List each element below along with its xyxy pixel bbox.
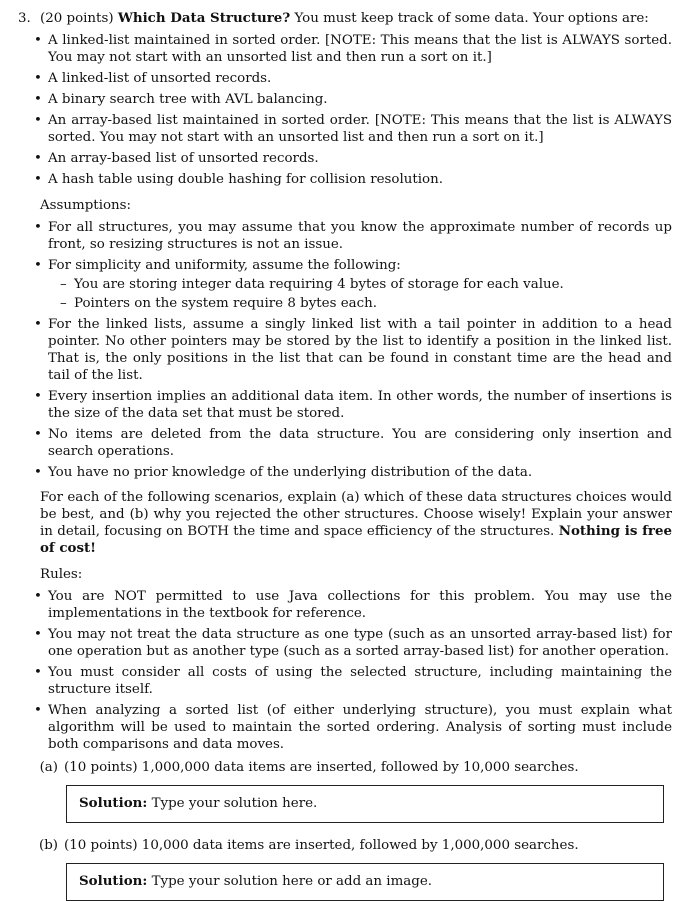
- rule-item: • You are NOT permitted to use Java collections for this problem. You may use the implementations in the textbook for reference.: [48, 588, 672, 622]
- part-b-label: (b): [38, 838, 58, 853]
- option-item: • An array-based list of unsorted records.: [48, 150, 672, 167]
- solution-b-text[interactable]: Type your solution here or add an image.: [151, 874, 432, 889]
- assumption-subitem: – You are storing integer data requiring 4 bytes of storage for each value.: [74, 276, 672, 293]
- assumption-subitem: – Pointers on the system require 8 bytes each.: [74, 295, 672, 312]
- assumption-item: • You have no prior knowledge of the underlying distribution of the data.: [48, 464, 672, 481]
- assumptions-label: Assumptions:: [40, 198, 132, 213]
- scenario-instructions: [40, 489, 672, 557]
- solution-b-label: Solution:: [79, 873, 148, 889]
- question-intro: You must keep track of some data. Your options are:: [294, 11, 649, 26]
- rules-list: [18, 588, 672, 753]
- option-item: • A binary search tree with AVL balancing.: [48, 91, 672, 108]
- option-item: • A linked-list maintained in sorted order. [NOTE: This means that the list is ALWAYS sorted. You may not start with an unsorted list and then run a sort on it.]: [48, 32, 672, 66]
- options-list: [18, 32, 672, 188]
- part-a-label: (a): [39, 760, 58, 775]
- solution-a-text[interactable]: Type your solution here.: [151, 796, 318, 811]
- rule-item: • You must consider all costs of using the selected structure, including maintaining the structure itself.: [48, 664, 672, 698]
- part-b-text: (10 points) 10,000 data items are inserted, followed by 1,000,000 searches.: [64, 838, 579, 853]
- part-b: [40, 837, 672, 854]
- solution-a-label: Solution:: [79, 795, 148, 811]
- scenario-bold-end: Nothing is free of cost!: [40, 523, 672, 556]
- scenario-text: For each of the following scenarios, explain (a) which of these data structures choices would be best, and (b) why you rejected the other structures. Choose wisely! Explain your answer in detail, focusing on BOTH the time and space efficiency of the structures.: [40, 490, 672, 539]
- assumption-item: • No items are deleted from the data structure. You are considering only insertion and search operations.: [48, 426, 672, 460]
- assumption-item: • For the linked lists, assume a singly linked list with a tail pointer in addition to a head pointer. No other pointers may be stored by the list to identify a position in the linked list. That is, the only positions in the list that can be found in constant time are the head and tail of the list.: [48, 316, 672, 384]
- option-item: • A hash table using double hashing for collision resolution.: [48, 171, 672, 188]
- assumption-sublist: [48, 276, 672, 312]
- option-item: • A linked-list of unsorted records.: [48, 70, 672, 87]
- part-a-text: (10 points) 1,000,000 data items are inserted, followed by 10,000 searches.: [64, 760, 579, 775]
- assumption-item-text: For simplicity and uniformity, assume the following:: [48, 258, 401, 273]
- question-title: Which Data Structure?: [117, 10, 291, 26]
- question-intro-line: [40, 10, 672, 27]
- assumption-item: • Every insertion implies an additional data item. In other words, the number of insertions is the size of the data set that must be stored.: [48, 388, 672, 422]
- solution-box-a[interactable]: [66, 785, 664, 823]
- assumption-item-with-sublist: [48, 257, 672, 312]
- question-number: 3.: [18, 11, 31, 26]
- rules-label: Rules:: [40, 567, 83, 582]
- rule-item: • When analyzing a sorted list (of either underlying structure), you must explain what algorithm will be used to maintain the sorted ordering. Analysis of sorting must include both comparisons and data moves.: [48, 702, 672, 753]
- solution-box-b[interactable]: [66, 863, 664, 901]
- assumption-item: • For all structures, you may assume that you know the approximate number of records up front, so resizing structures is not an issue.: [48, 219, 672, 253]
- part-a: [40, 759, 672, 776]
- question-points: (20 points): [40, 11, 114, 26]
- assumptions-list: [18, 219, 672, 481]
- question-header: [18, 10, 672, 27]
- rule-item: • You may not treat the data structure as one type (such as an unsorted array-based list) for one operation but as another type (such as a sorted array-based list) for another operation.: [48, 626, 672, 660]
- option-item: • An array-based list maintained in sorted order. [NOTE: This means that the list is ALWAYS sorted. You may not start with an unsorted list and then run a sort on it.]: [48, 112, 672, 146]
